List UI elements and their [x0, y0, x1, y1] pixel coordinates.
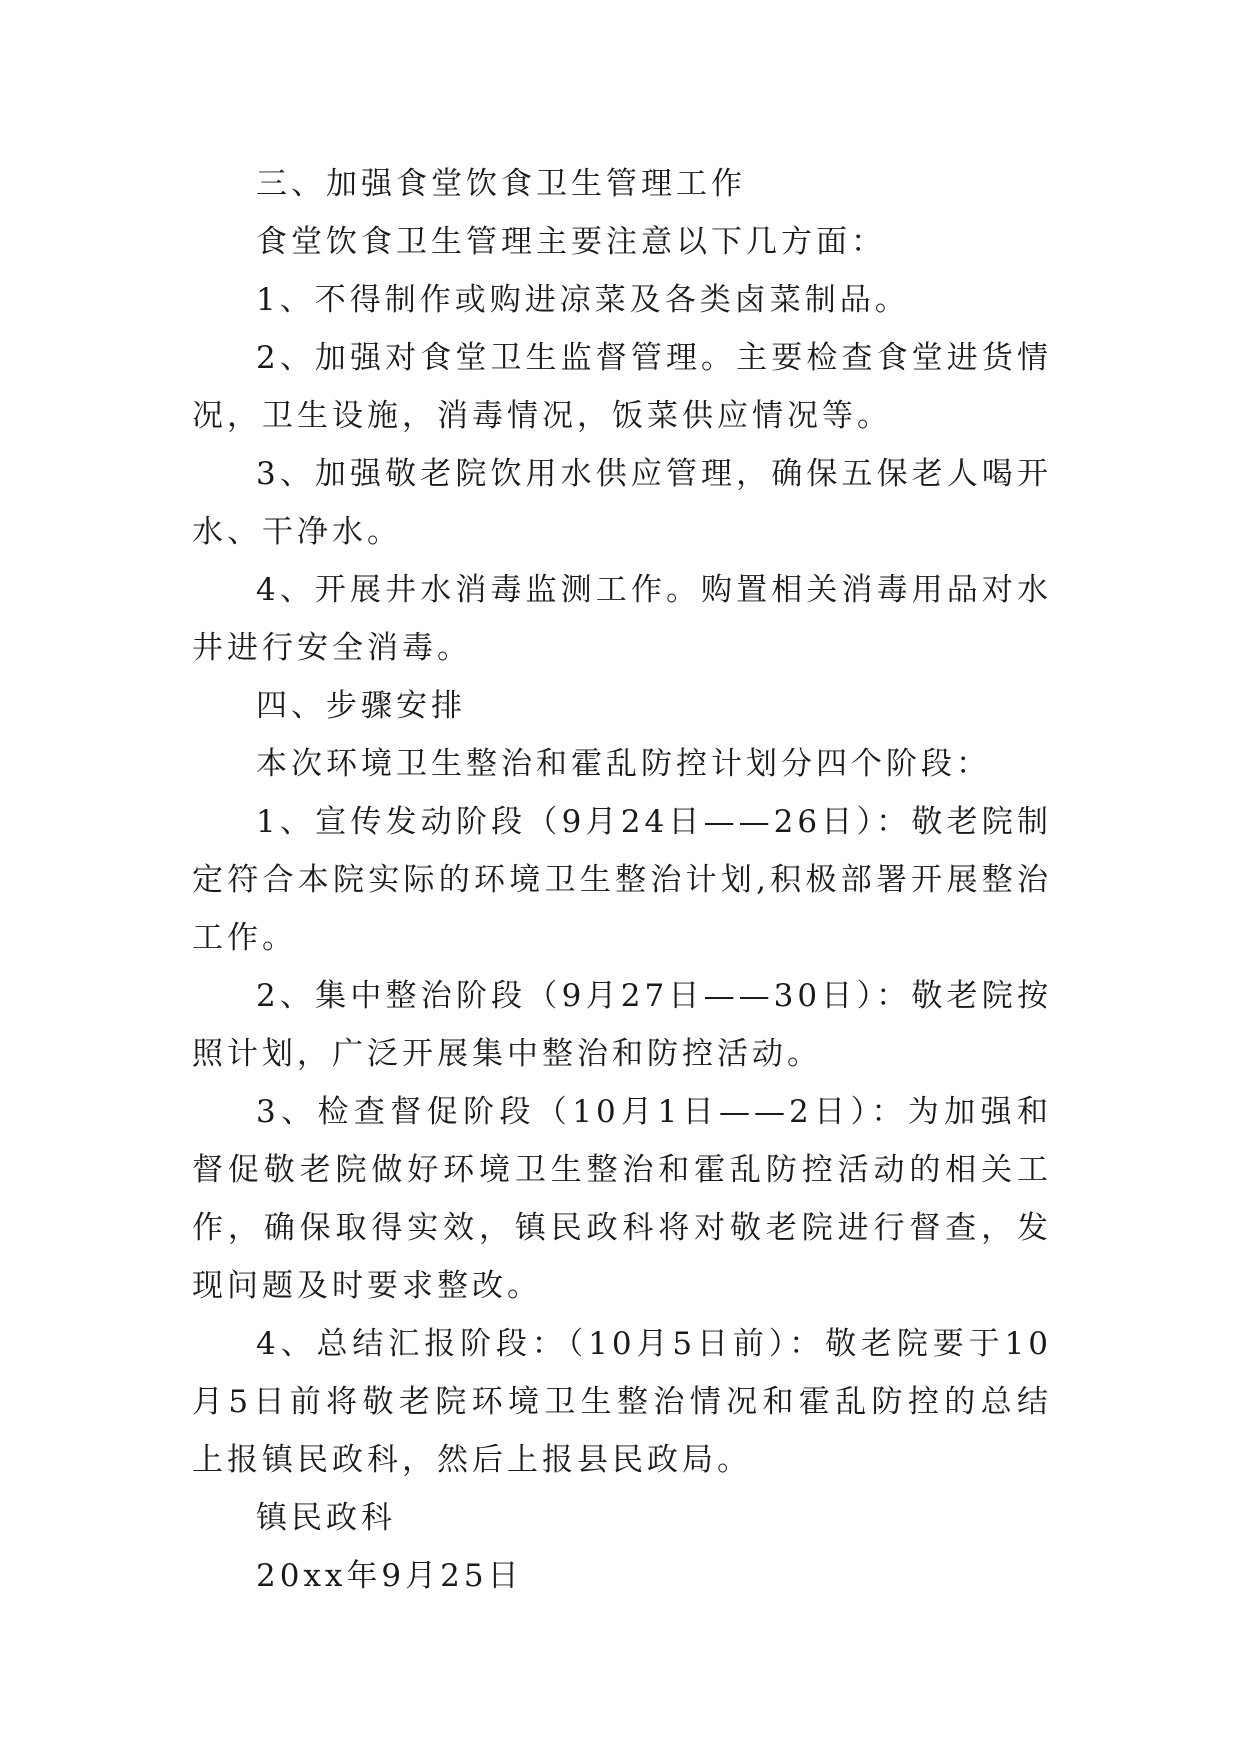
list-item-canteen-2: 2、加强对食堂卫生监督管理。主要检查食堂进货情况，卫生设施，消毒情况，饭菜供应情况等。: [192, 340, 1052, 434]
list-item-step-4: 4、总结汇报阶段：（10月5日前）：敬老院要于10月5日前将敬老院环境卫生整治情况和霍乱防控的总结上报镇民政科，然后上报县民政局。: [192, 1326, 1052, 1478]
document-body: [192, 155, 1052, 1605]
signature-date: 20xx年9月25日: [256, 1558, 523, 1594]
list-item-step-2: 2、集中整治阶段（9月27日——30日）：敬老院按照计划，广泛开展集中整治和防控活动。: [192, 978, 1052, 1072]
list-item-step-3: 3、检查督促阶段（10月1日——2日）：为加强和督促敬老院做好环境卫生整治和霍乱防控活动的相关工作，确保取得实效，镇民政科将对敬老院进行督查，发现问题及时要求整改。: [192, 1094, 1052, 1304]
list-item-canteen-3: 3、加强敬老院饮用水供应管理，确保五保老人喝开水、干净水。: [192, 456, 1052, 550]
section-heading-steps: 四、步骤安排: [256, 688, 466, 724]
section-heading-canteen: 三、加强食堂饮食卫生管理工作: [256, 166, 746, 202]
list-item-canteen-4: 4、开展井水消毒监测工作。购置相关消毒用品对水井进行安全消毒。: [192, 572, 1052, 666]
paragraph-steps-intro: 本次环境卫生整治和霍乱防控计划分四个阶段：: [256, 746, 991, 782]
signature-department: 镇民政科: [256, 1500, 396, 1536]
list-item-step-1: 1、宣传发动阶段（9月24日——26日）：敬老院制定符合本院实际的环境卫生整治计划,积极部署开展整治工作。: [192, 804, 1052, 956]
list-item-canteen-1: 1、不得制作或购进凉菜及各类卤菜制品。: [256, 282, 910, 318]
paragraph-canteen-intro: 食堂饮食卫生管理主要注意以下几方面：: [256, 224, 886, 260]
